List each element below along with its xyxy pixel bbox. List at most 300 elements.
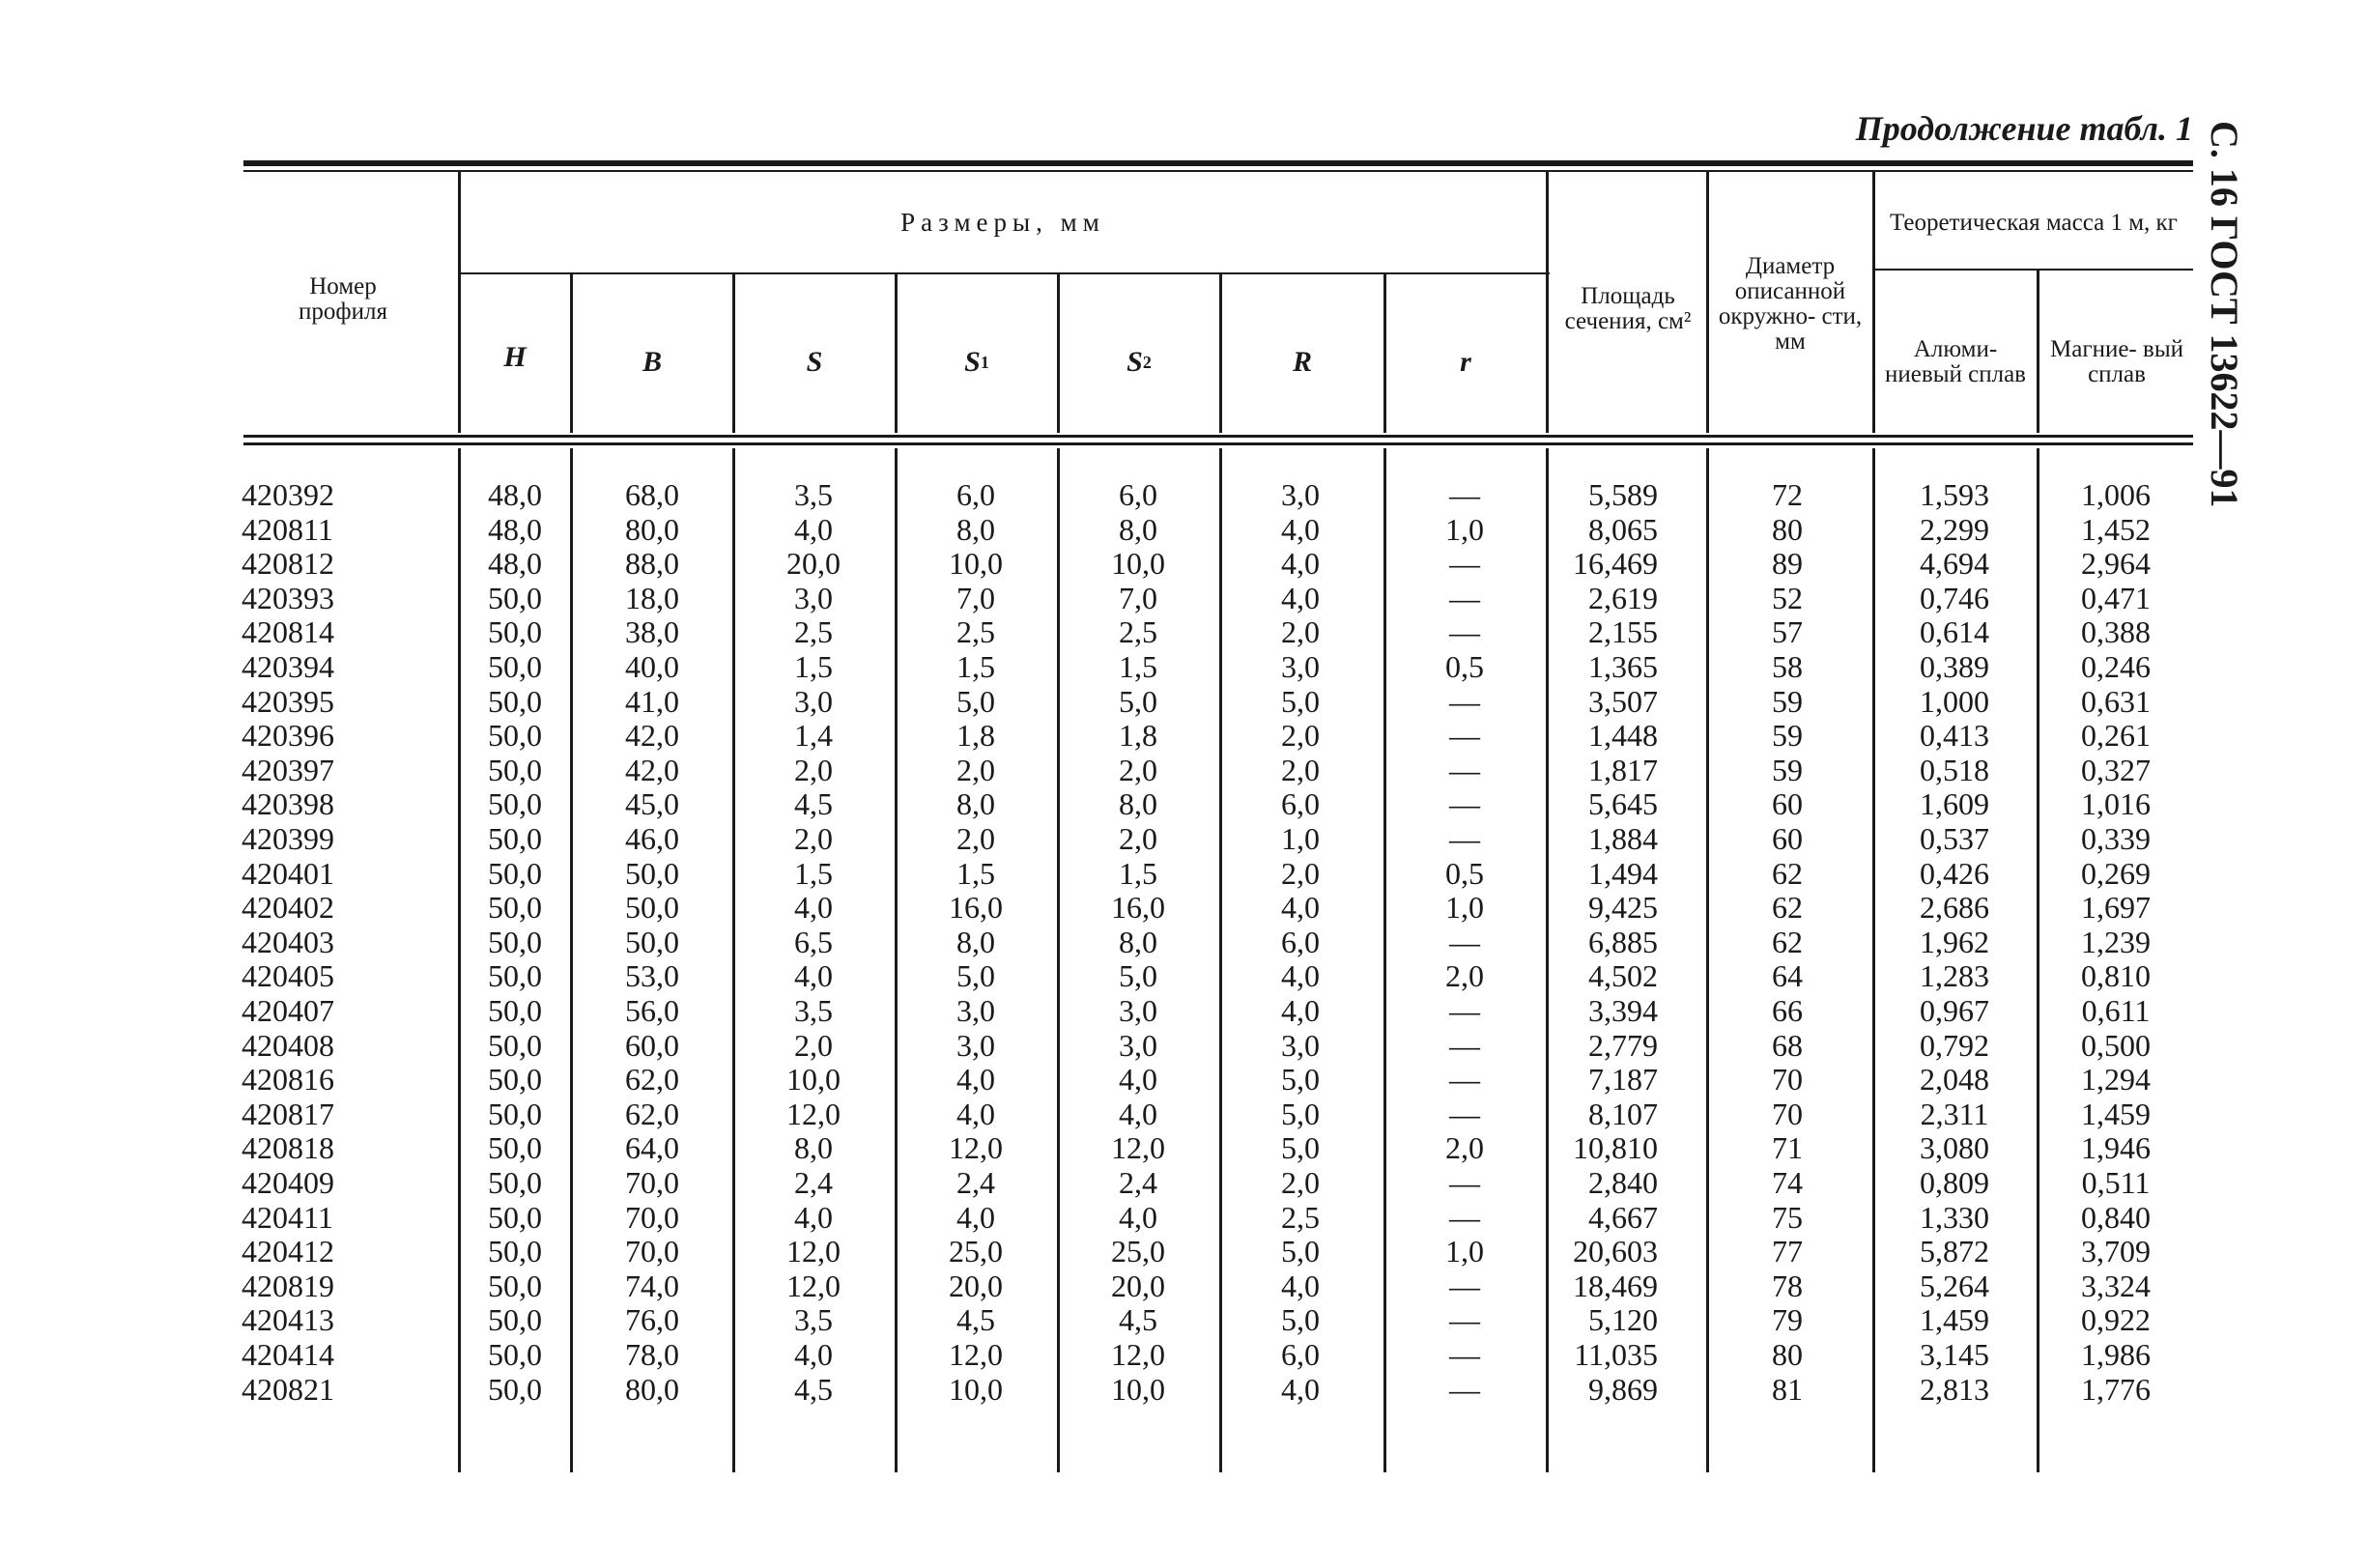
- cell-diameter: 81: [1772, 1371, 1803, 1407]
- cell-diameter: 57: [1772, 614, 1803, 650]
- cell-diameter: 80: [1772, 1337, 1803, 1372]
- cell-B: 80,0: [625, 1371, 679, 1407]
- cell-profile-number: 420397: [242, 752, 334, 787]
- cell-profile-number: 420409: [242, 1165, 334, 1200]
- cell-diameter: 59: [1772, 683, 1803, 719]
- cell-S2: 2,5: [1119, 614, 1157, 650]
- cell-area: 3,394: [1588, 993, 1658, 1028]
- cell-r: —: [1449, 580, 1480, 615]
- cell-S: 4,0: [794, 1199, 833, 1235]
- cell-B: 70,0: [625, 1165, 679, 1200]
- cell-r: 0,5: [1445, 649, 1484, 684]
- cell-mass-al: 5,264: [1920, 1268, 1989, 1303]
- header-vline: [2037, 271, 2039, 433]
- cell-profile-number: 420405: [242, 958, 334, 994]
- cell-H: 50,0: [488, 1234, 542, 1269]
- cell-r: —: [1449, 1337, 1480, 1372]
- cell-area: 10,810: [1573, 1130, 1658, 1166]
- cell-mass-mg: 1,459: [2081, 1096, 2151, 1131]
- cell-S2: 1,8: [1119, 718, 1157, 754]
- header-R: R: [1292, 346, 1312, 379]
- cell-mass-mg: 1,239: [2081, 924, 2151, 959]
- cell-S2: 2,0: [1119, 752, 1157, 787]
- cell-S1: 10,0: [949, 546, 1003, 582]
- cell-R: 6,0: [1281, 924, 1320, 959]
- cell-S1: 25,0: [949, 1234, 1003, 1269]
- cell-S2: 16,0: [1111, 890, 1165, 926]
- cell-S: 2,5: [794, 614, 833, 650]
- cell-mass-mg: 1,016: [2081, 786, 2151, 822]
- cell-S2: 12,0: [1111, 1337, 1165, 1372]
- cell-S1: 20,0: [949, 1268, 1003, 1303]
- cell-B: 62,0: [625, 1096, 679, 1131]
- cell-mass-mg: 1,946: [2081, 1130, 2151, 1166]
- cell-r: —: [1449, 924, 1480, 959]
- cell-profile-number: 420401: [242, 855, 334, 891]
- cell-profile-number: 420817: [242, 1096, 334, 1131]
- cell-R: 6,0: [1281, 786, 1320, 822]
- cell-area: 3,507: [1588, 683, 1658, 719]
- cell-mass-al: 0,537: [1920, 821, 1989, 856]
- cell-diameter: 77: [1772, 1234, 1803, 1269]
- cell-B: 70,0: [625, 1234, 679, 1269]
- cell-r: —: [1449, 1199, 1480, 1235]
- cell-B: 50,0: [625, 855, 679, 891]
- cell-mass-mg: 0,840: [2081, 1199, 2151, 1235]
- cell-H: 50,0: [488, 1096, 542, 1131]
- cell-S2: 8,0: [1119, 786, 1157, 822]
- cell-area: 1,365: [1588, 649, 1658, 684]
- body-vline: [895, 448, 898, 1472]
- cell-S1: 8,0: [956, 924, 995, 959]
- cell-S: 1,4: [794, 718, 833, 754]
- cell-S1: 2,5: [956, 614, 995, 650]
- cell-r: 2,0: [1445, 958, 1484, 994]
- cell-mass-al: 1,459: [1920, 1302, 1989, 1338]
- cell-area: 1,448: [1588, 718, 1658, 754]
- cell-diameter: 66: [1772, 993, 1803, 1028]
- cell-S2: 3,0: [1119, 1027, 1157, 1063]
- cell-H: 50,0: [488, 1027, 542, 1063]
- cell-mass-al: 5,872: [1920, 1234, 1989, 1269]
- cell-mass-al: 2,686: [1920, 890, 1989, 926]
- cell-profile-number: 420816: [242, 1062, 334, 1098]
- header-dimensions: Размеры, мм: [900, 207, 1105, 237]
- cell-area: 2,619: [1588, 580, 1658, 615]
- cell-S2: 2,4: [1119, 1165, 1157, 1200]
- cell-S1: 10,0: [949, 1371, 1003, 1407]
- cell-mass-mg: 0,339: [2081, 821, 2151, 856]
- cell-B: 42,0: [625, 718, 679, 754]
- cell-mass-mg: 0,327: [2081, 752, 2151, 787]
- cell-H: 50,0: [488, 890, 542, 926]
- cell-B: 64,0: [625, 1130, 679, 1166]
- cell-B: 70,0: [625, 1199, 679, 1235]
- cell-B: 76,0: [625, 1302, 679, 1338]
- header-S2: S 2: [1126, 346, 1152, 379]
- cell-r: —: [1449, 752, 1480, 787]
- cell-R: 2,0: [1281, 718, 1320, 754]
- cell-H: 50,0: [488, 786, 542, 822]
- cell-profile-number: 420398: [242, 786, 334, 822]
- cell-B: 74,0: [625, 1268, 679, 1303]
- body-vline: [570, 448, 573, 1472]
- cell-profile-number: 420413: [242, 1302, 334, 1338]
- cell-r: —: [1449, 477, 1480, 512]
- cell-S1: 6,0: [956, 477, 995, 512]
- cell-area: 9,869: [1588, 1371, 1658, 1407]
- cell-H: 50,0: [488, 718, 542, 754]
- cell-area: 1,884: [1588, 821, 1658, 856]
- cell-S2: 1,5: [1119, 855, 1157, 891]
- cell-S: 12,0: [786, 1234, 841, 1269]
- cell-r: —: [1449, 786, 1480, 822]
- cell-R: 5,0: [1281, 1130, 1320, 1166]
- cell-diameter: 89: [1772, 546, 1803, 582]
- cell-S2: 4,0: [1119, 1062, 1157, 1098]
- cell-area: 6,885: [1588, 924, 1658, 959]
- cell-diameter: 80: [1772, 511, 1803, 547]
- cell-mass-mg: 0,511: [2081, 1165, 2151, 1200]
- cell-profile-number: 420814: [242, 614, 334, 650]
- cell-H: 50,0: [488, 1337, 542, 1372]
- cell-B: 18,0: [625, 580, 679, 615]
- cell-profile-number: 420818: [242, 1130, 334, 1166]
- cell-mass-mg: 1,776: [2081, 1371, 2151, 1407]
- cell-area: 11,035: [1574, 1337, 1658, 1372]
- cell-H: 50,0: [488, 855, 542, 891]
- cell-S2: 5,0: [1119, 683, 1157, 719]
- cell-r: —: [1449, 683, 1480, 719]
- cell-H: 50,0: [488, 1371, 542, 1407]
- cell-R: 6,0: [1281, 1337, 1320, 1372]
- cell-profile-number: 420402: [242, 890, 334, 926]
- cell-B: 46,0: [625, 821, 679, 856]
- cell-S1: 7,0: [956, 580, 995, 615]
- cell-S2: 6,0: [1119, 477, 1157, 512]
- cell-S1: 12,0: [949, 1130, 1003, 1166]
- header-bottom-rule: [243, 435, 2193, 438]
- cell-R: 3,0: [1281, 649, 1320, 684]
- cell-S1: 5,0: [956, 958, 995, 994]
- cell-profile-number: 420393: [242, 580, 334, 615]
- cell-S1: 3,0: [956, 1027, 995, 1063]
- cell-S2: 10,0: [1111, 546, 1165, 582]
- header-profile-number: Номер профиля: [299, 272, 387, 325]
- header-r: r: [1460, 346, 1471, 379]
- cell-H: 48,0: [488, 546, 542, 582]
- cell-S: 2,0: [794, 821, 833, 856]
- cell-mass-mg: 0,631: [2081, 683, 2151, 719]
- cell-S1: 4,0: [956, 1096, 995, 1131]
- cell-S1: 3,0: [956, 993, 995, 1028]
- cell-diameter: 62: [1772, 924, 1803, 959]
- cell-mass-al: 0,614: [1920, 614, 1989, 650]
- header-diameter: Диаметр описанной окружно- сти, мм: [1718, 252, 1863, 356]
- cell-R: 3,0: [1281, 477, 1320, 512]
- cell-mass-mg: 3,709: [2081, 1234, 2151, 1269]
- cell-R: 2,0: [1281, 614, 1320, 650]
- cell-S2: 10,0: [1111, 1371, 1165, 1407]
- cell-profile-number: 420821: [242, 1371, 334, 1407]
- cell-S: 4,5: [794, 786, 833, 822]
- cell-S2: 4,0: [1119, 1199, 1157, 1235]
- cell-H: 50,0: [488, 1062, 542, 1098]
- cell-S1: 2,0: [956, 752, 995, 787]
- cell-R: 2,5: [1281, 1199, 1320, 1235]
- header-bottom-rule-2: [243, 442, 2193, 445]
- cell-mass-mg: 0,500: [2081, 1027, 2151, 1063]
- cell-H: 48,0: [488, 477, 542, 512]
- cell-r: 1,0: [1445, 1234, 1484, 1269]
- cell-S: 6,5: [794, 924, 833, 959]
- cell-R: 4,0: [1281, 890, 1320, 926]
- cell-area: 7,187: [1588, 1062, 1658, 1098]
- cell-H: 48,0: [488, 511, 542, 547]
- cell-B: 78,0: [625, 1337, 679, 1372]
- cell-S2: 7,0: [1119, 580, 1157, 615]
- header-H: H: [503, 341, 527, 374]
- cell-R: 2,0: [1281, 752, 1320, 787]
- cell-R: 4,0: [1281, 993, 1320, 1028]
- cell-area: 2,840: [1588, 1165, 1658, 1200]
- cell-area: 8,065: [1588, 511, 1658, 547]
- cell-R: 5,0: [1281, 1302, 1320, 1338]
- cell-H: 50,0: [488, 993, 542, 1028]
- cell-r: 2,0: [1445, 1130, 1484, 1166]
- cell-area: 4,502: [1588, 958, 1658, 994]
- cell-S: 3,0: [794, 580, 833, 615]
- cell-mass-al: 1,962: [1920, 924, 1989, 959]
- header-magnesium-alloy: Магние- вый сплав: [2050, 335, 2183, 387]
- header-B: B: [642, 346, 662, 379]
- cell-mass-mg: 0,810: [2081, 958, 2151, 994]
- cell-area: 1,494: [1588, 855, 1658, 891]
- body-vline: [1546, 448, 1549, 1472]
- cell-profile-number: 420819: [242, 1268, 334, 1303]
- cell-H: 50,0: [488, 958, 542, 994]
- cell-S: 4,0: [794, 890, 833, 926]
- cell-S: 8,0: [794, 1130, 833, 1166]
- cell-diameter: 78: [1772, 1268, 1803, 1303]
- cell-mass-al: 1,000: [1920, 683, 1989, 719]
- cell-mass-mg: 0,246: [2081, 649, 2151, 684]
- cell-S: 4,0: [794, 511, 833, 547]
- cell-diameter: 70: [1772, 1096, 1803, 1131]
- body-vline: [1706, 448, 1709, 1472]
- cell-S2: 8,0: [1119, 924, 1157, 959]
- cell-mass-mg: 1,986: [2081, 1337, 2151, 1372]
- cell-S: 3,5: [794, 477, 833, 512]
- cell-profile-number: 420812: [242, 546, 334, 582]
- cell-R: 3,0: [1281, 1027, 1320, 1063]
- cell-H: 50,0: [488, 924, 542, 959]
- cell-mass-al: 3,145: [1920, 1337, 1989, 1372]
- cell-mass-al: 2,813: [1920, 1371, 1989, 1407]
- cell-S: 4,0: [794, 1337, 833, 1372]
- body-vline: [458, 448, 461, 1472]
- cell-area: 5,589: [1588, 477, 1658, 512]
- cell-r: —: [1449, 1096, 1480, 1131]
- cell-R: 5,0: [1281, 1096, 1320, 1131]
- cell-R: 4,0: [1281, 546, 1320, 582]
- cell-S2: 12,0: [1111, 1130, 1165, 1166]
- body-vline: [2037, 448, 2039, 1472]
- cell-S2: 25,0: [1111, 1234, 1165, 1269]
- cell-H: 50,0: [488, 1199, 542, 1235]
- cell-S: 4,5: [794, 1371, 833, 1407]
- cell-diameter: 72: [1772, 477, 1803, 512]
- cell-R: 2,0: [1281, 855, 1320, 891]
- cell-area: 2,779: [1588, 1027, 1658, 1063]
- cell-mass-mg: 1,452: [2081, 511, 2151, 547]
- cell-diameter: 52: [1772, 580, 1803, 615]
- cell-mass-mg: 2,964: [2081, 546, 2151, 582]
- cell-profile-number: 420399: [242, 821, 334, 856]
- cell-diameter: 60: [1772, 786, 1803, 822]
- header-area: Площадь сечения, см²: [1564, 282, 1692, 334]
- cell-area: 5,120: [1588, 1302, 1658, 1338]
- cell-profile-number: 420395: [242, 683, 334, 719]
- cell-mass-al: 2,048: [1920, 1062, 1989, 1098]
- cell-area: 16,469: [1573, 546, 1658, 582]
- cell-S2: 1,5: [1119, 649, 1157, 684]
- cell-H: 50,0: [488, 1302, 542, 1338]
- cell-mass-al: 0,967: [1920, 993, 1989, 1028]
- header-aluminium-alloy: Алюми- ниевый сплав: [1885, 335, 2026, 387]
- cell-S2: 20,0: [1111, 1268, 1165, 1303]
- cell-diameter: 62: [1772, 890, 1803, 926]
- cell-S: 2,0: [794, 752, 833, 787]
- cell-area: 1,817: [1588, 752, 1658, 787]
- header-vline: [1706, 170, 1709, 433]
- cell-r: 0,5: [1445, 855, 1484, 891]
- cell-diameter: 62: [1772, 855, 1803, 891]
- cell-S2: 3,0: [1119, 993, 1157, 1028]
- cell-H: 50,0: [488, 683, 542, 719]
- cell-R: 4,0: [1281, 511, 1320, 547]
- cell-r: —: [1449, 1371, 1480, 1407]
- cell-R: 2,0: [1281, 1165, 1320, 1200]
- cell-mass-al: 0,746: [1920, 580, 1989, 615]
- cell-S: 10,0: [786, 1062, 841, 1098]
- cell-area: 20,603: [1573, 1234, 1658, 1269]
- cell-mass-mg: 0,388: [2081, 614, 2151, 650]
- cell-S1: 1,5: [956, 855, 995, 891]
- cell-mass-al: 0,809: [1920, 1165, 1989, 1200]
- cell-S: 1,5: [794, 855, 833, 891]
- cell-R: 5,0: [1281, 683, 1320, 719]
- header-S1: S 1: [964, 346, 989, 379]
- cell-mass-al: 1,283: [1920, 958, 1989, 994]
- header-vline: [1872, 170, 1875, 433]
- cell-mass-mg: 1,697: [2081, 890, 2151, 926]
- cell-B: 68,0: [625, 477, 679, 512]
- cell-B: 56,0: [625, 993, 679, 1028]
- cell-S1: 4,5: [956, 1302, 995, 1338]
- cell-S1: 8,0: [956, 786, 995, 822]
- cell-mass-al: 1,609: [1920, 786, 1989, 822]
- cell-r: —: [1449, 546, 1480, 582]
- cell-S2: 4,5: [1119, 1302, 1157, 1338]
- cell-profile-number: 420396: [242, 718, 334, 754]
- cell-r: —: [1449, 1302, 1480, 1338]
- cell-area: 5,645: [1588, 786, 1658, 822]
- cell-S1: 2,4: [956, 1165, 995, 1200]
- cell-r: —: [1449, 1027, 1480, 1063]
- cell-mass-al: 4,694: [1920, 546, 1989, 582]
- cell-mass-al: 0,426: [1920, 855, 1989, 891]
- cell-H: 50,0: [488, 649, 542, 684]
- cell-S: 1,5: [794, 649, 833, 684]
- cell-B: 41,0: [625, 683, 679, 719]
- cell-mass-al: 2,311: [1920, 1096, 1989, 1131]
- cell-S1: 5,0: [956, 683, 995, 719]
- cell-r: —: [1449, 1165, 1480, 1200]
- cell-S: 4,0: [794, 958, 833, 994]
- cell-mass-mg: 1,294: [2081, 1062, 2151, 1098]
- cell-diameter: 74: [1772, 1165, 1803, 1200]
- body-vline: [1872, 448, 1875, 1472]
- cell-B: 40,0: [625, 649, 679, 684]
- cell-mass-al: 3,080: [1920, 1130, 1989, 1166]
- body-vline: [1219, 448, 1222, 1472]
- cell-mass-al: 1,330: [1920, 1199, 1989, 1235]
- cell-profile-number: 420811: [242, 511, 333, 547]
- cell-R: 5,0: [1281, 1234, 1320, 1269]
- cell-area: 2,155: [1588, 614, 1658, 650]
- cell-S: 12,0: [786, 1096, 841, 1131]
- cell-S: 3,0: [794, 683, 833, 719]
- cell-H: 50,0: [488, 1268, 542, 1303]
- cell-r: —: [1449, 993, 1480, 1028]
- table-top-rule-thin: [243, 170, 2193, 172]
- header-theoretical-mass: Теоретическая масса 1 м, кг: [1890, 209, 2178, 236]
- cell-diameter: 75: [1772, 1199, 1803, 1235]
- cell-B: 62,0: [625, 1062, 679, 1098]
- cell-R: 4,0: [1281, 1268, 1320, 1303]
- cell-mass-al: 0,518: [1920, 752, 1989, 787]
- cell-H: 50,0: [488, 1165, 542, 1200]
- cell-S1: 4,0: [956, 1062, 995, 1098]
- cell-S2: 5,0: [1119, 958, 1157, 994]
- cell-S: 20,0: [786, 546, 841, 582]
- cell-H: 50,0: [488, 1130, 542, 1166]
- cell-profile-number: 420392: [242, 477, 334, 512]
- cell-diameter: 60: [1772, 821, 1803, 856]
- cell-profile-number: 420407: [242, 993, 334, 1028]
- cell-profile-number: 420408: [242, 1027, 334, 1063]
- header-S: S: [806, 346, 823, 379]
- cell-S: 2,4: [794, 1165, 833, 1200]
- cell-area: 18,469: [1573, 1268, 1658, 1303]
- cell-H: 50,0: [488, 821, 542, 856]
- cell-S: 3,5: [794, 993, 833, 1028]
- cell-S: 12,0: [786, 1268, 841, 1303]
- cell-mass-mg: 0,269: [2081, 855, 2151, 891]
- cell-mass-al: 0,389: [1920, 649, 1989, 684]
- cell-profile-number: 420403: [242, 924, 334, 959]
- cell-profile-number: 420411: [242, 1199, 333, 1235]
- header-vline: [1546, 170, 1549, 433]
- cell-diameter: 64: [1772, 958, 1803, 994]
- cell-diameter: 71: [1772, 1130, 1803, 1166]
- cell-B: 53,0: [625, 958, 679, 994]
- cell-S: 3,5: [794, 1302, 833, 1338]
- cell-S1: 4,0: [956, 1199, 995, 1235]
- cell-R: 4,0: [1281, 580, 1320, 615]
- cell-profile-number: 420412: [242, 1234, 334, 1269]
